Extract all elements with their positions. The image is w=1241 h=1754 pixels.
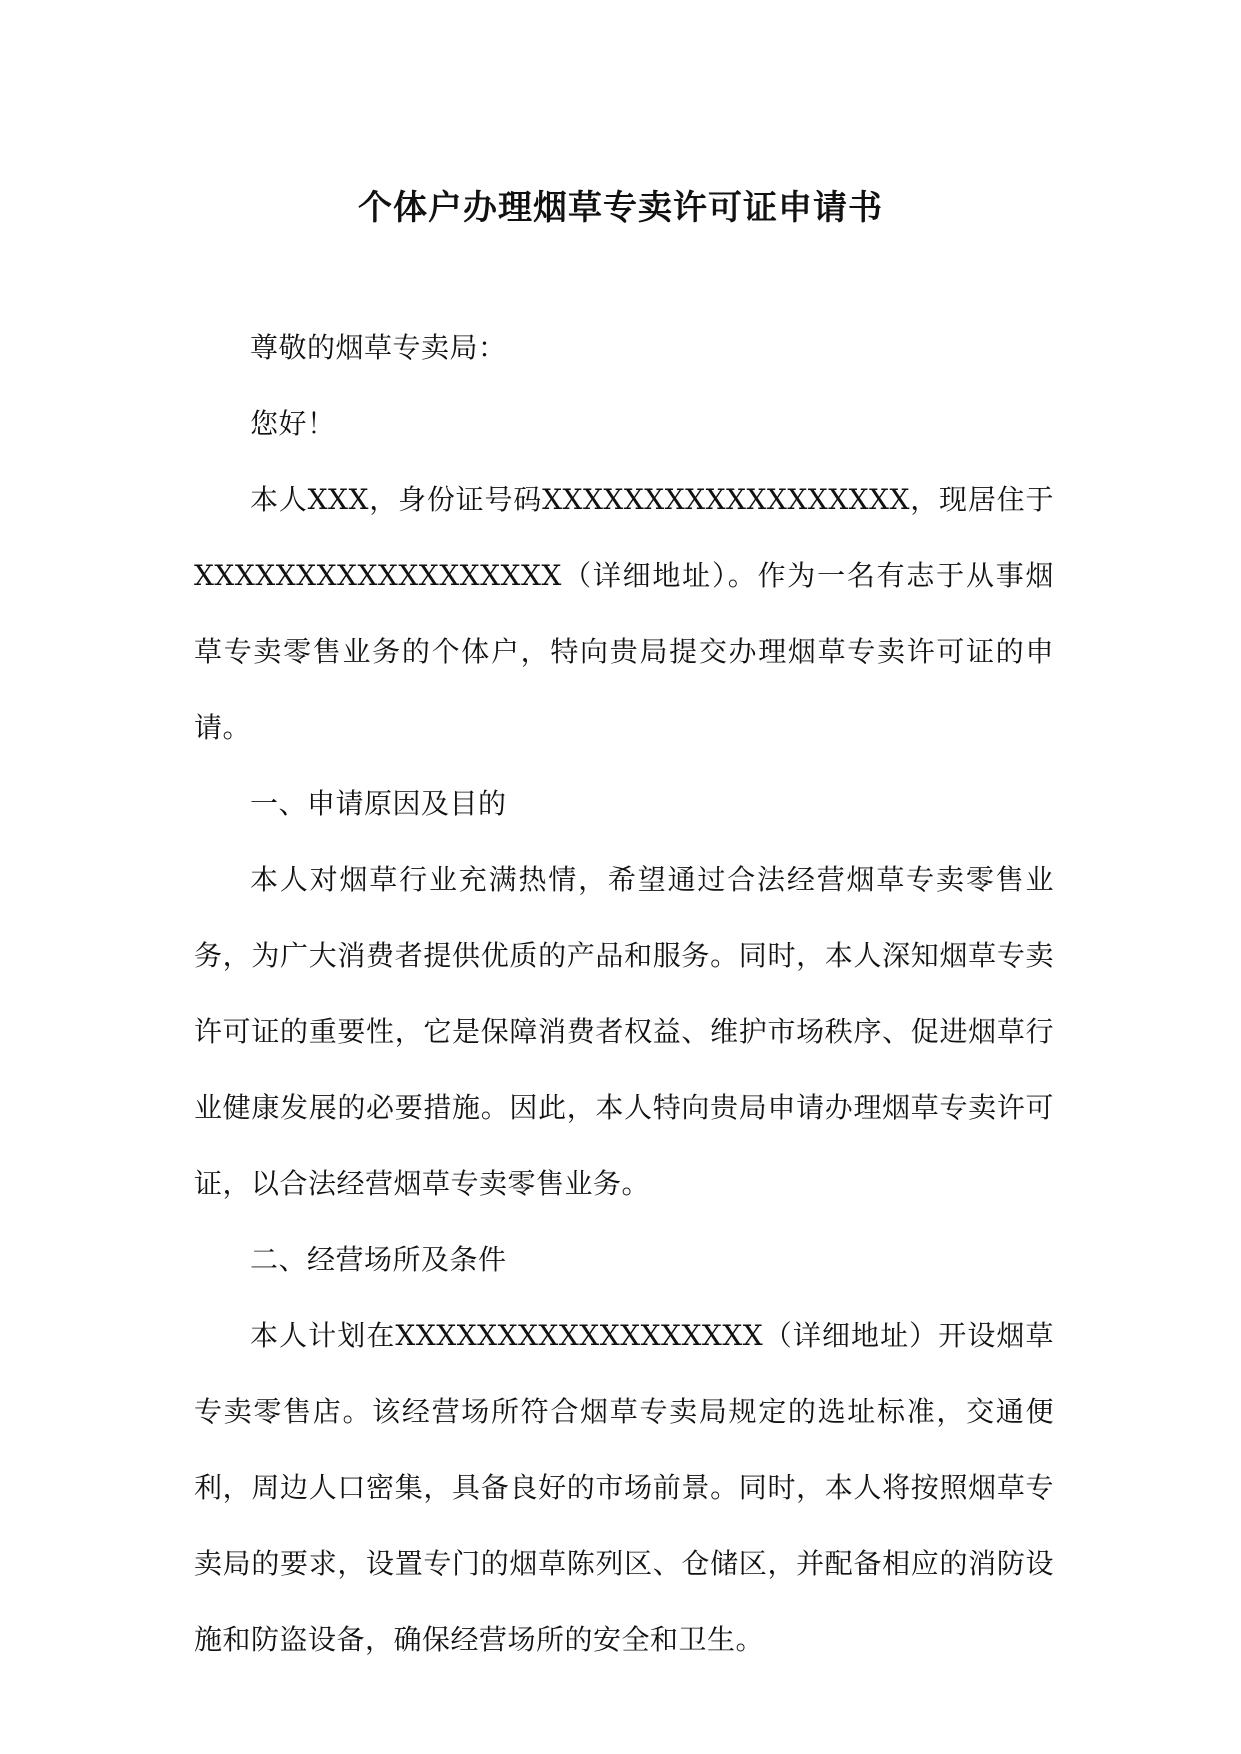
intro-paragraph: 本人XXX，身份证号码XXXXXXXXXXXXXXXXXX，现居住于XXXXXXXXXXXXXXXXXX（详细地址）。作为一名有志于从事烟草专卖零售业务的个体户，特向贵局提交办理烟草专卖许可证的申请。 (194, 483, 1054, 744)
salutation: 尊敬的烟草专卖局： (250, 331, 507, 364)
document-body (194, 310, 1054, 1678)
section-paragraph-2: 本人计划在XXXXXXXXXXXXXXXXXX（详细地址）开设烟草专卖零售店。该经营场所符合烟草专卖局规定的选址标准，交通便利，周边人口密集，具备良好的市场前景。同时，本人将按照烟草专卖局的要求，设置专门的烟草陈列区、仓储区，并配备相应的消防设施和防盗设备，确保经营场所的安全和卫生。 (194, 1319, 1054, 1656)
greeting: 您好！ (250, 407, 336, 440)
section-paragraph-1: 本人对烟草行业充满热情，希望通过合法经营烟草专卖零售业务，为广大消费者提供优质的产品和服务。同时，本人深知烟草专卖许可证的重要性，它是保障消费者权益、维护市场秩序、促进烟草行业健康发展的必要措施。因此，本人特向贵局申请办理烟草专卖许可证，以合法经营烟草专卖零售业务。 (194, 863, 1054, 1200)
document-title: 个体户办理烟草专卖许可证申请书 (358, 188, 883, 228)
section-heading-1: 一、申请原因及目的 (250, 787, 507, 820)
section-heading-2: 二、经营场所及条件 (250, 1243, 507, 1276)
